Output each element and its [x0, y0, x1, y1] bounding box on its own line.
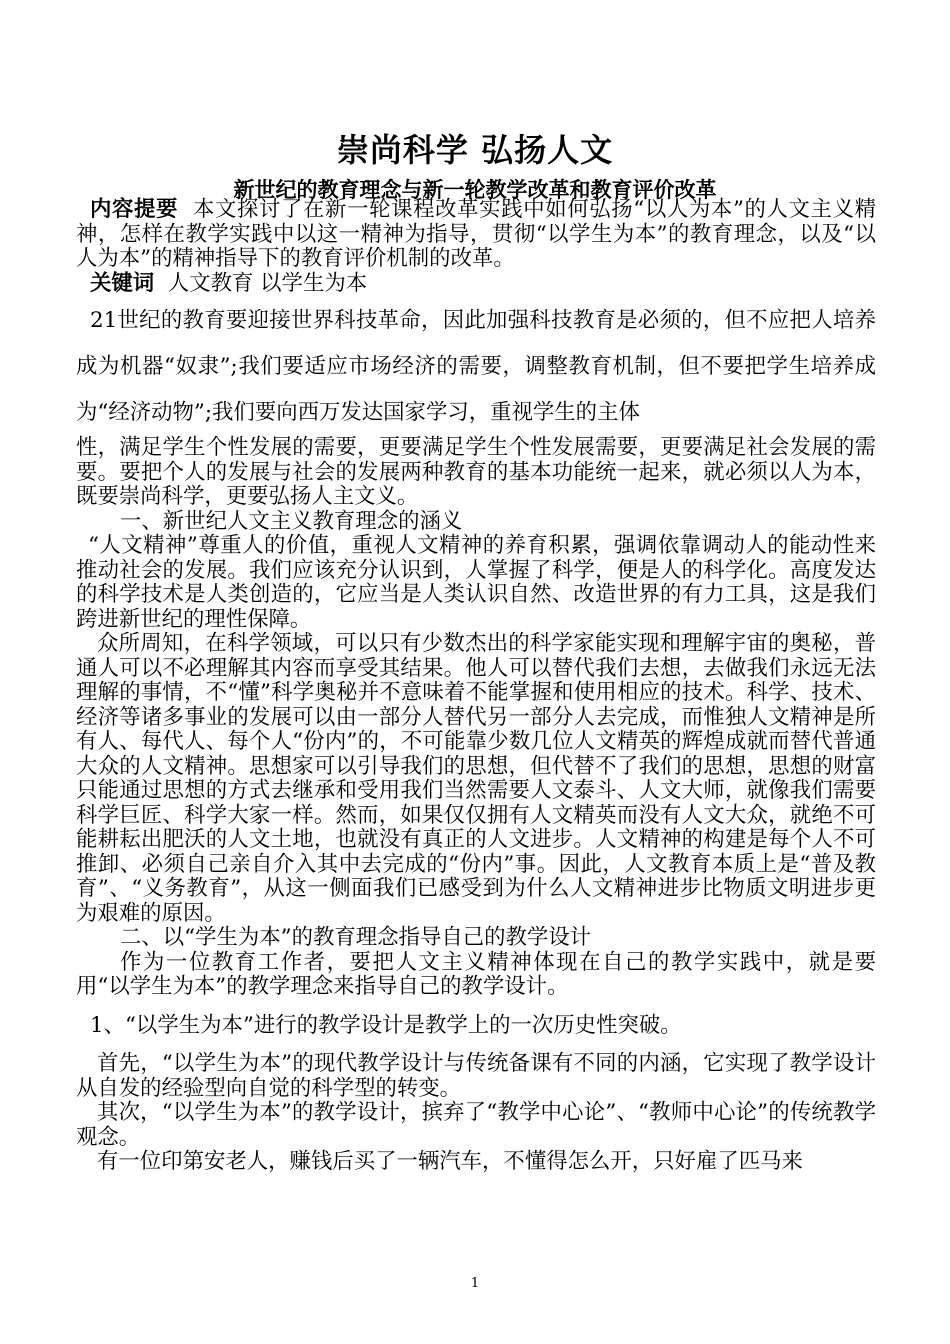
document-title: 崇尚科学 弘扬人文 [336, 131, 614, 169]
paragraph-story: 有一位印第安老人，赚钱后买了一辆汽车，不懂得怎么开，只好雇了匹马来 [97, 1149, 803, 1174]
paragraph-humanism: “人文精神”尊重人的价值，重视人文精神的养育积累，强调依靠调动人的能动性来推动社会的发展。我们应该充分认识到，人掌握了科学，便是人的科学化。高度发达的科学技术是人类创造的，它应当是人类认识自然、改造世界的有力工具，这是我们跨进新世纪的理性保障。 [76, 533, 876, 632]
paragraph-second: 其次，“以学生为本”的教学设计，摈弃了“教学中心论”、“教师中心论”的传统教学观念。 [76, 1100, 876, 1150]
paragraph-science: 众所周知，在科学领域，可以只有少数杰出的科学家能实现和理解宇宙的奥秘，普通人可以不必理解其内容而享受其结果。他人可以替代我们去想，去做我们永远无法理解的事情，不“懂”科学奥秘并不意味着不能掌握和使用相应的技术。科学、技术、经济等诸多事业的发展可以由一部分人替代另一部分人去完成，而惟独人文精神是所有人、每代人、每个人“份内”的，不可能靠少数几位人文精英的辉煌成就而替代普通大众的人文精神。思想家可以引导我们的思想，但代替不了我们的思想，思想的财富只能通过思想的方式去继承和受用我们当然需要人文泰斗、人文大师，就像我们需要科学巨匠、科学大家一样。然而，如果仅仅拥有人文精英而没有人文大众，就绝不可能耕耘出肥沃的人文土地，也就没有真正的人文进步。人文精神的构建是每个人不可推卸、必须自己亲自介入其中去完成的“份内”事。因此，人文教育本质上是“普及教育”、“义务教育”，从这一侧面我们已感受到为什么人文精神进步比物质文明进步更为艰难的原因。 [76, 631, 876, 926]
section-heading-2: 二、以“学生为本”的教育理念指导自己的教学设计 [120, 925, 592, 950]
paragraph-intro-tight: 性，满足学生个性发展的需要，更要满足学生个性发展需要，更要满足社会发展的需要。要把个人的发展与社会的发展两种教育的基本功能统一起来，就必须以人为本，既要崇尚科学，更要弘扬人主文义。 [76, 435, 876, 509]
paragraph-educator: 作为一位教育工作者，要把人文主义精神体现在自己的教学实践中，就是要用“以学生为本”的教学理念来指导自己的教学设计。 [76, 949, 876, 999]
abstract-text: 本文探讨了在新一轮课程改革实践中如何弘扬“以人为本”的人文主义精神，怎样在教学实践中以这一精神为指导，贯彻“以学生为本”的教育理念，以及“以人为本”的精神指导下的教育评价机制的改革。 [76, 197, 876, 271]
subsection-heading-1: 1、“以学生为本”进行的教学设计是教学上的一次历史性突破。 [90, 1012, 682, 1038]
section-heading-1: 一、新世纪人文主义教育理念的涵义 [120, 508, 463, 534]
abstract-paragraph [76, 198, 876, 272]
paragraph-intro-loose: 21世纪的教育要迎接世界科技革命，因此加强科技教育是必须的，但不应把人培养成为机器“奴隶”;我们要适应市场经济的需要，调整教育机制，但不要把学生培养成为“经济动物”;我们要向西万发达国家学习，重视学生的主体 [76, 308, 876, 425]
keywords-paragraph [76, 272, 876, 297]
document-subtitle: 新世纪的教育理念与新一轮教学改革和教育评价改革 [233, 177, 717, 202]
keywords-label: 关键词 [90, 270, 155, 296]
page-number: 1 [470, 1276, 480, 1291]
paragraph-first: 首先，“以学生为本”的现代教学设计与传统备课有不同的内涵，它实现了教学设计从自发的经验型向自觉的科学型的转变。 [76, 1051, 876, 1101]
keywords-text: 人文教育 以学生为本 [167, 270, 368, 296]
abstract-label: 内容提要 [90, 197, 179, 222]
document-body [76, 198, 876, 1175]
